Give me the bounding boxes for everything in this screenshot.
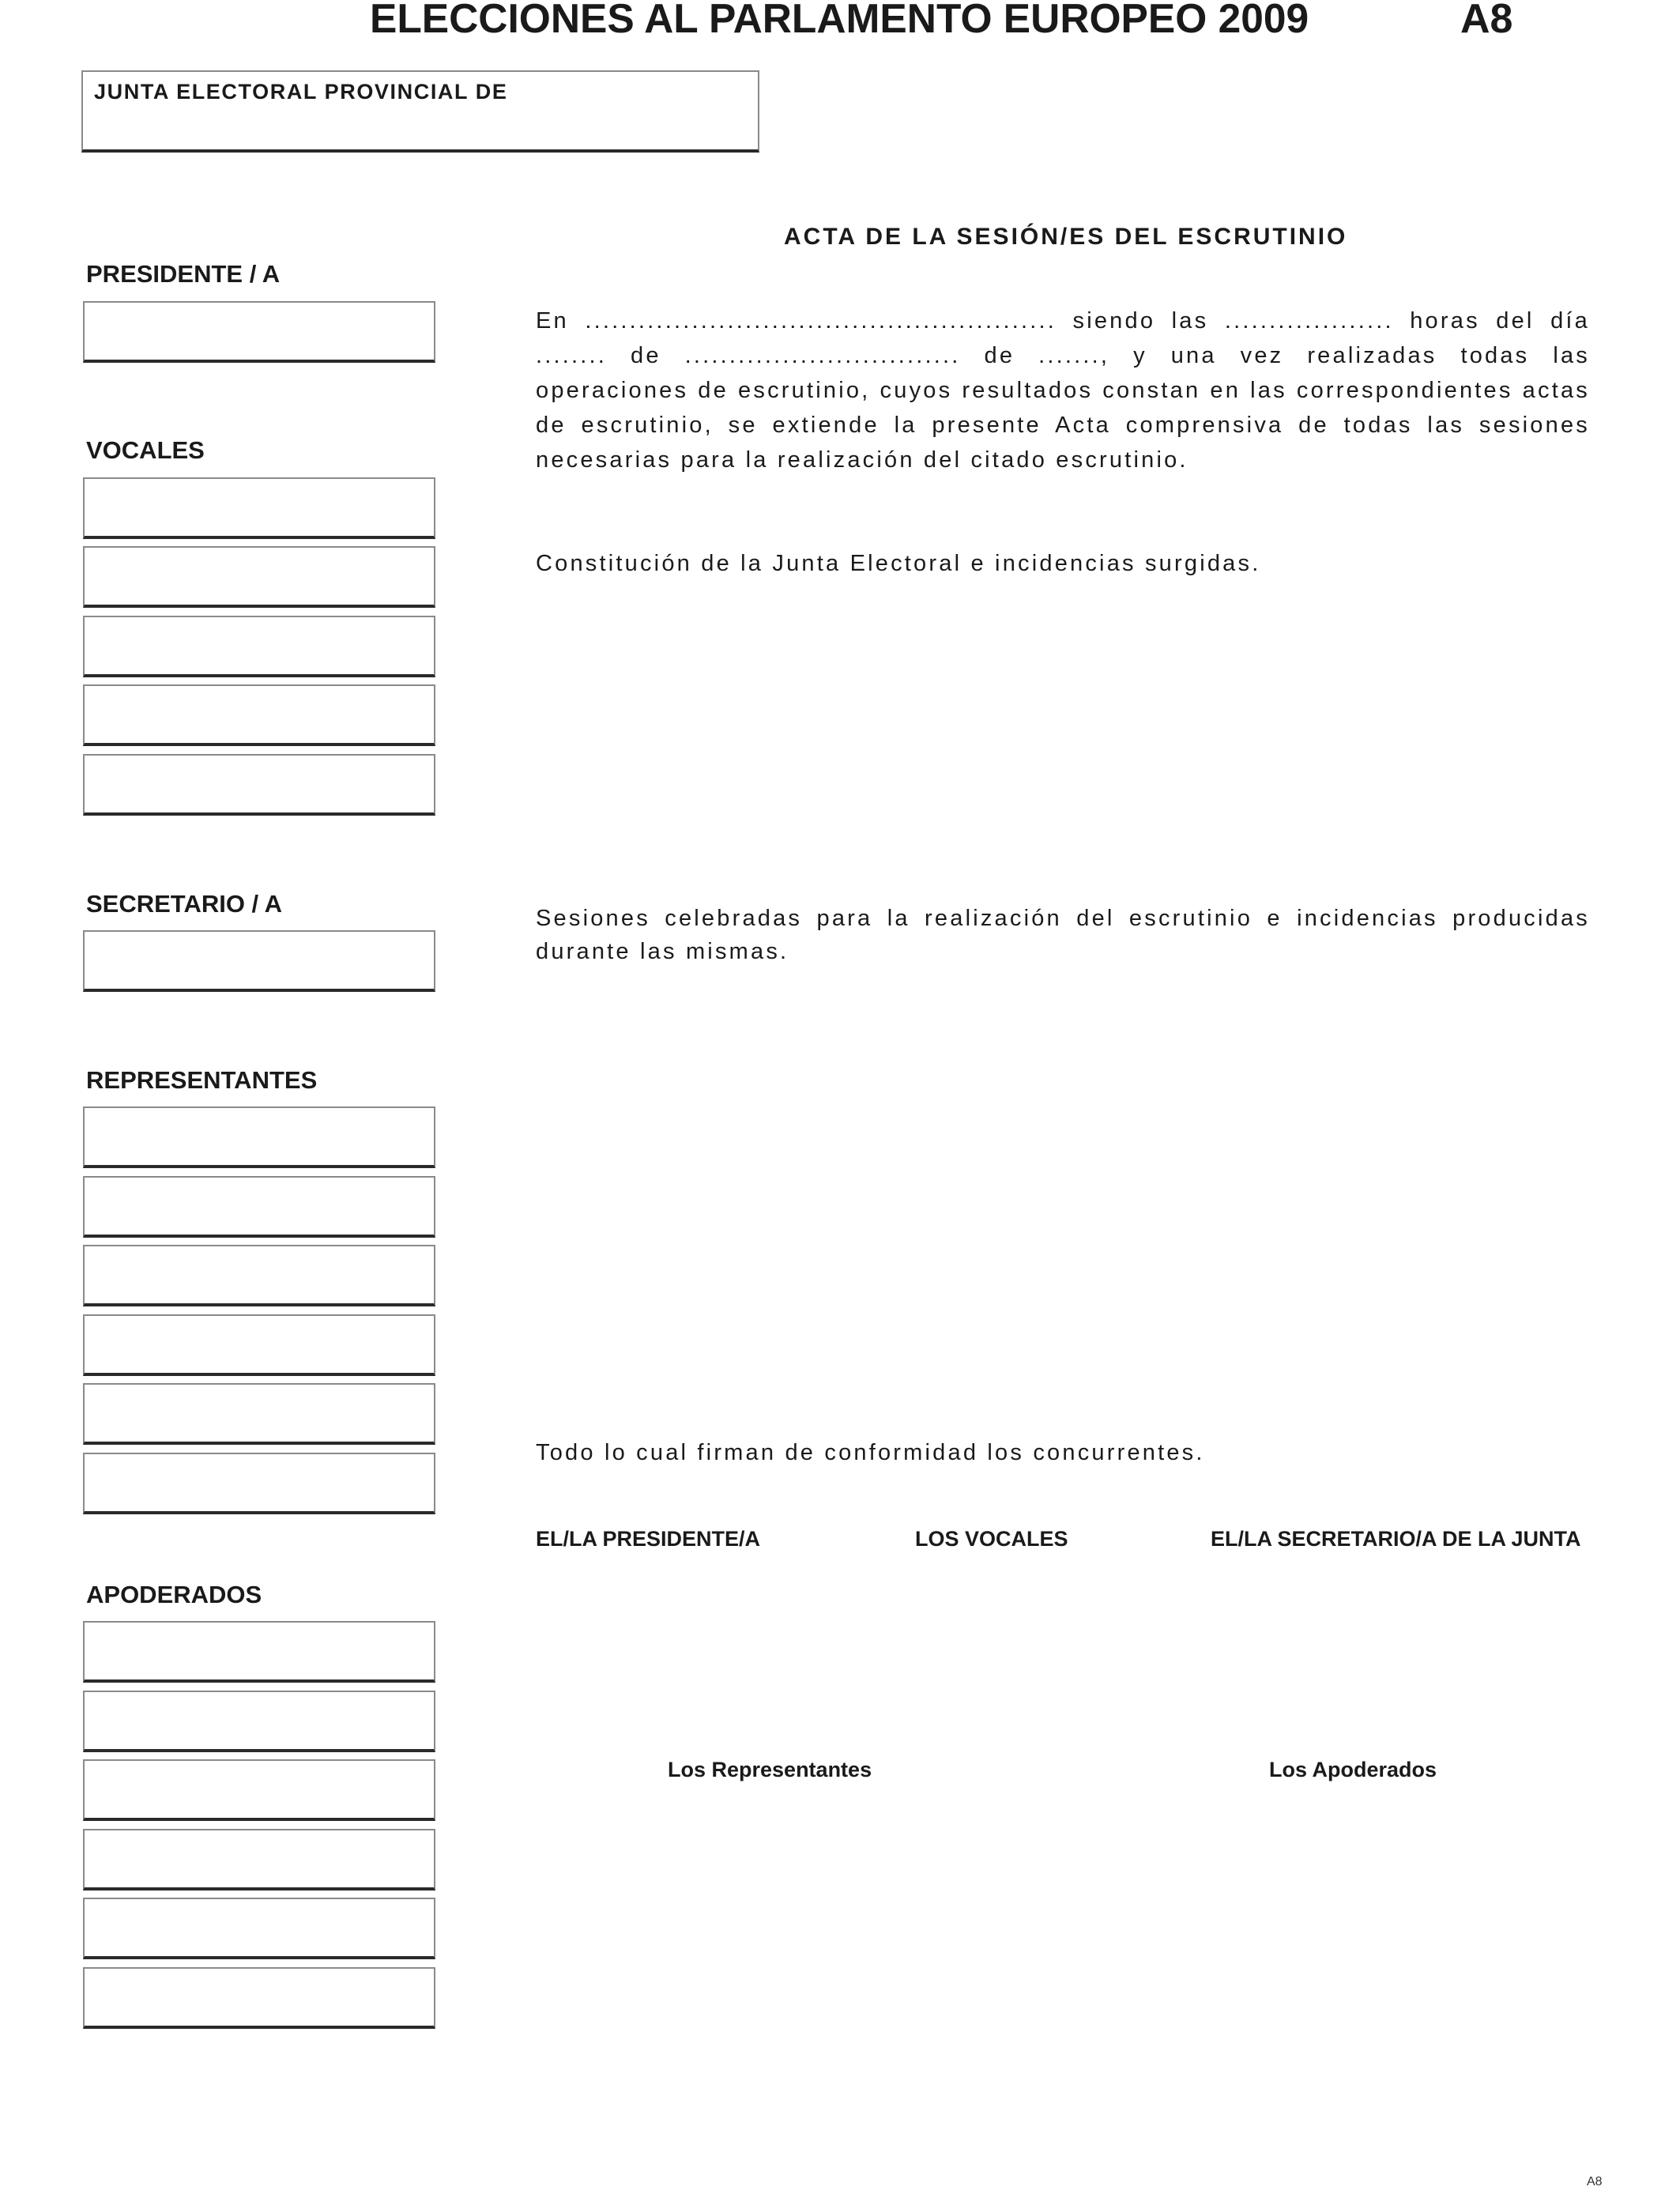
vocal-box[interactable] — [83, 477, 435, 539]
representantes-label: REPRESENTANTES — [86, 1066, 318, 1094]
sesiones-text: Sesiones celebradas para la realización del escrutinio e incidencias producidas durante las mismas. — [536, 906, 1590, 964]
representante-box[interactable] — [83, 1453, 435, 1514]
form-code: A8 — [1460, 0, 1513, 42]
signature-presidente-label: EL/LA PRESIDENTE/A — [536, 1527, 761, 1551]
vocales-label: VOCALES — [86, 436, 205, 464]
representante-box[interactable] — [83, 1314, 435, 1376]
vocal-box[interactable] — [83, 684, 435, 746]
signature-apoderados-label: Los Apoderados — [1269, 1758, 1437, 1781]
representante-box[interactable] — [83, 1245, 435, 1306]
vocal-box[interactable] — [83, 616, 435, 677]
apoderado-box[interactable] — [83, 1759, 435, 1821]
constitucion-text: Constitución de la Junta Electoral e incidencias surgidas. — [536, 551, 1261, 576]
apoderado-box[interactable] — [83, 1691, 435, 1752]
page-title: ELECCIONES AL PARLAMENTO EUROPEO 2009 — [370, 0, 1309, 42]
signature-secretario-label: EL/LA SECRETARIO/A DE LA JUNTA — [1211, 1527, 1581, 1551]
junta-provincial-field[interactable] — [81, 70, 759, 153]
presidente-label: PRESIDENTE / A — [86, 260, 281, 288]
secretario-box[interactable] — [83, 930, 435, 992]
vocal-box[interactable] — [83, 546, 435, 608]
representante-box[interactable] — [83, 1176, 435, 1238]
representante-box[interactable] — [83, 1106, 435, 1168]
apoderado-box[interactable] — [83, 1898, 435, 1959]
apoderado-box[interactable] — [83, 1829, 435, 1891]
apoderado-box[interactable] — [83, 1967, 435, 2029]
signature-representantes-label: Los Representantes — [668, 1758, 872, 1781]
apoderados-label: APODERADOS — [86, 1581, 262, 1608]
junta-provincial-label: JUNTA ELECTORAL PROVINCIAL DE — [94, 80, 508, 104]
acta-title: ACTA DE LA SESIÓN/ES DEL ESCRUTINIO — [784, 224, 1348, 250]
representante-box[interactable] — [83, 1383, 435, 1445]
footer-code: A8 — [1587, 2175, 1603, 2188]
signature-vocales-label: LOS VOCALES — [915, 1527, 1068, 1551]
vocal-box[interactable] — [83, 754, 435, 816]
acta-intro-paragraph: En ..................................................... siendo las ................... horas del día ........ de ............................... de ......., y una vez realizadas todas las operaciones de escrutinio, cuyos resultados constan en las correspondientes actas de escrutinio, se extiende la presente Acta comprensiva de todas las sesiones necesarias para la realización del citado escrutinio. — [536, 308, 1590, 473]
secretario-label: SECRETARIO / A — [86, 890, 283, 918]
conformidad-text: Todo lo cual firman de conformidad los concurrentes. — [536, 1440, 1205, 1465]
presidente-box[interactable] — [83, 301, 435, 363]
apoderado-box[interactable] — [83, 1621, 435, 1683]
